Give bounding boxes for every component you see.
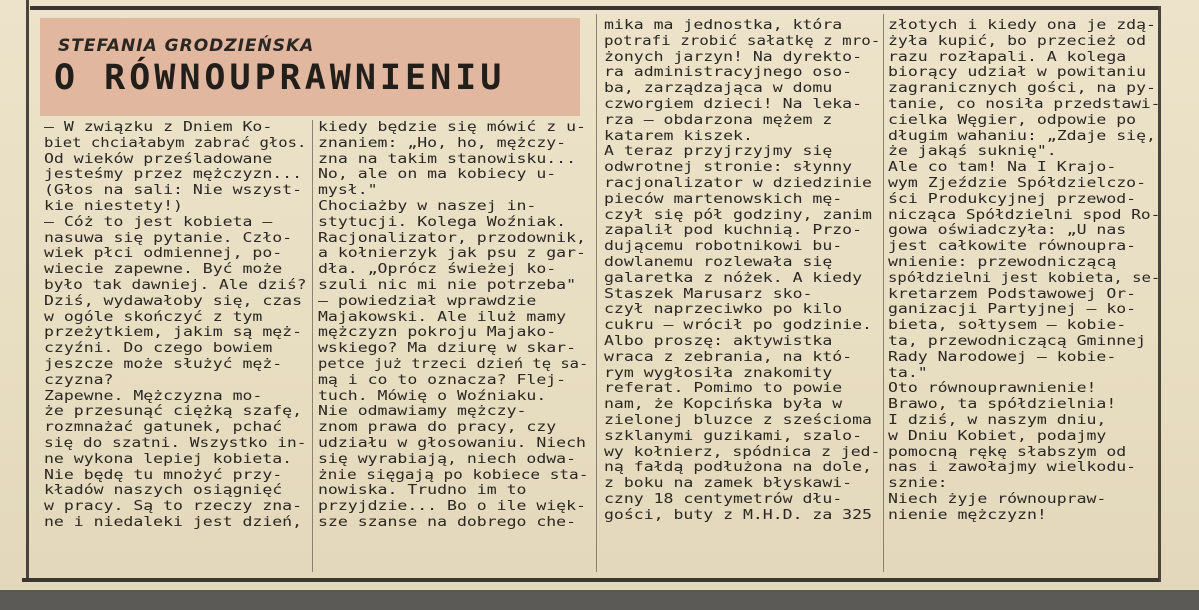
text-line: tanie, co nosiła przedstawi- — [888, 96, 1161, 112]
text-line: Niech żyje równoupraw- — [888, 491, 1107, 507]
article-title: O RÓWNOUPRAWNIENIU — [54, 58, 506, 98]
text-line: biet chciałabym zabrać głos. — [44, 135, 307, 151]
text-line: żnie sięgają po kobiece sta- — [318, 467, 589, 483]
text-line: rza — obdarzona mężem z — [604, 112, 833, 128]
text-line: czny 18 centymetrów dłu- — [604, 491, 843, 507]
text-line: przeżytkiem, jakim są męż- — [44, 325, 303, 341]
text-line: wnienie: przewodniczącą — [888, 254, 1117, 270]
text-line: No, ale on ma kobiecy u- — [318, 167, 557, 183]
text-line: w pracy. Są to rzeczy zna- — [44, 499, 303, 515]
text-line: ną fałdą podłużona na dole, — [604, 460, 872, 476]
text-line: rym wygłosiła znakomity — [604, 365, 833, 381]
text-line: wskiego? Ma dziurę w skar- — [318, 341, 577, 357]
text-line: dła. „Oprócz świeżej ko- — [318, 262, 557, 278]
text-line: cukru — wrócił po godzinie. — [604, 318, 872, 334]
text-line: ra administracyjnego oso- — [604, 65, 853, 81]
text-line: Brawo, ta spółdzielnia! — [888, 397, 1117, 413]
text-line: galaretka z nóżek. A kiedy — [604, 270, 863, 286]
text-line: racjonalizator w dziedzinie — [604, 175, 872, 191]
text-line: zna na takim stanowisku... — [318, 151, 577, 167]
bottom-border-rule — [22, 578, 1159, 582]
text-line: gości, buty z M.H.D. za 325 — [604, 507, 872, 523]
text-line: nam, że Kopcińska była w — [604, 397, 843, 413]
text-line: Rady Narodowej — kobie- — [888, 349, 1117, 365]
text-line: razu rozłapali. A kolega — [888, 49, 1127, 65]
text-line: dującemu robotnikowi bu- — [604, 239, 843, 255]
text-line: Oto równouprawnienie! — [888, 381, 1097, 397]
text-line: — W związku z Dniem Ko- — [44, 120, 273, 135]
text-line: petce już trzeci dzień tę sa- — [318, 356, 589, 372]
text-line: szklanymi guzikami, szalo- — [604, 428, 863, 444]
text-line: nowiska. Trudno im to — [318, 483, 527, 499]
text-line: w Dniu Kobiet, podajmy — [888, 428, 1107, 444]
text-line: nicząca Spółdzielni spod Ro- — [888, 207, 1161, 223]
text-line: czył naprzeciwko po kilo — [604, 302, 843, 318]
text-line: Nie odmawiamy mężczy- — [318, 404, 527, 420]
text-line: mysł." — [318, 183, 378, 199]
text-line: się do szatni. Wszystko in- — [44, 435, 307, 451]
text-line: żyła kupić, bo przecież od — [888, 33, 1147, 49]
text-line: I dziś, w naszym dniu, — [888, 412, 1107, 428]
text-line: ba, zarządzająca w domu — [604, 81, 833, 97]
text-line: że przesunąć ciężką szafę, — [44, 404, 303, 420]
text-line: rozmnażać gatunek, pchać — [44, 420, 283, 436]
text-line: Ale co tam! Na I Krajo- — [888, 160, 1117, 176]
text-line: Albo proszę: aktywistka — [604, 333, 833, 349]
text-line: szuli nic mi nie potrzeba" — [318, 277, 577, 293]
text-column-1 — [44, 120, 306, 531]
text-line: sznie: — [888, 476, 948, 492]
text-line: gowa oświadczyła: „U nas — [888, 223, 1127, 239]
text-line: jesteśmy przez mężczyzn... — [44, 167, 303, 183]
text-line: czył się pół godziny, zanim — [604, 207, 872, 223]
text-line: dowlanemu rozlewała się — [604, 254, 833, 270]
text-line: było tak dawniej. Ale dziś? — [44, 277, 307, 293]
text-line: zagranicznych gości, na py- — [888, 81, 1156, 97]
text-line: katarem kiszek. — [604, 128, 753, 144]
text-line: (Głos na sali: Nie wszyst- — [44, 183, 303, 199]
text-line: Od wieków prześladowane — [44, 151, 273, 167]
headline-box — [40, 18, 580, 116]
text-line: nienie mężczyzn! — [888, 507, 1047, 523]
text-line: ne wykona lepiej kobieta. — [44, 451, 293, 467]
text-line: jest całkowite równoupra- — [888, 239, 1137, 255]
text-line: żonych jarzyn! Na dyrekto- — [604, 49, 863, 65]
text-line: kie niestety!) — [44, 198, 183, 214]
text-line: ne i niedaleki jest dzień, — [44, 514, 303, 530]
text-line: Chociażby w naszej in- — [318, 198, 537, 214]
author-byline: STEFANIA GRODZIEŃSKA — [58, 36, 315, 56]
text-line: ta." — [888, 365, 928, 381]
text-line: pieców martenowskich mę- — [604, 191, 843, 207]
text-line: jeszcze może służyć męż- — [44, 356, 283, 372]
text-line: tuch. Mówię o Woźniaku. — [318, 388, 547, 404]
text-line: że jakąś suknię". — [888, 144, 1057, 160]
text-line: kładów naszych osiągnięć — [44, 483, 283, 499]
text-line: wy kołnierz, spódnica z jed- — [604, 444, 881, 460]
text-line: wraca z zebrania, na któ- — [604, 349, 853, 365]
text-line: długim wahaniu: „Zdaje się, — [888, 128, 1156, 144]
text-line: mika ma jednostka, która — [604, 18, 843, 33]
text-line: referat. Pomimo to powie — [604, 381, 843, 397]
text-line: przyjdzie... Bo o ile więk- — [318, 499, 586, 515]
text-line: mężczyzn pokroju Majako- — [318, 325, 557, 341]
text-line: zapalił pod kuchnią. Przo- — [604, 223, 863, 239]
scan-background-strip — [0, 590, 1199, 610]
text-line: się wyrabiają, niech odwa- — [318, 451, 577, 467]
text-line: Nie będę tu mnożyć przy- — [44, 467, 283, 483]
text-line: stytucji. Kolega Woźniak. — [318, 214, 567, 230]
left-border-rule — [26, 0, 29, 582]
text-line: nas i zawołajmy wielkodu- — [888, 460, 1137, 476]
text-line: Zapewne. Mężczyzna mo- — [44, 388, 263, 404]
text-column-3 — [604, 18, 880, 524]
text-line: czworgiem dzieci! Na leka- — [604, 96, 863, 112]
text-line: — Cóż to jest kobieta — — [44, 214, 273, 230]
text-line: wiecie zapewne. Być może — [44, 262, 283, 278]
text-line: w ogóle skończyć z tym — [44, 309, 263, 325]
text-line: zielonej bluzce z sześcioma — [604, 412, 872, 428]
top-border-rule — [30, 6, 1159, 10]
text-column-2 — [318, 120, 588, 531]
text-line: udziału w głosowaniu. Niech — [318, 435, 586, 451]
text-line: czyzna? — [44, 372, 114, 388]
text-line: kretarzem Podstawowej Or- — [888, 286, 1137, 302]
text-line: wiek płci odmiennej, po- — [44, 246, 283, 262]
text-line: A teraz przyjrzyjmy się — [604, 144, 833, 160]
text-line: kiedy będzie się mówić z u- — [318, 120, 586, 135]
text-line: czyźni. Do czego bowiem — [44, 341, 273, 357]
text-line: z boku na zamek błyskawi- — [604, 476, 853, 492]
text-line: spółdzielni jest kobieta, se- — [888, 270, 1161, 286]
text-column-4 — [888, 18, 1160, 524]
text-line: mą i co to oznacza? Flej- — [318, 372, 567, 388]
text-line: wym Zjeździe Spółdzielczo- — [888, 175, 1147, 191]
text-line: potrafi zrobić sałatkę z mro- — [604, 33, 881, 49]
text-line: odwrotnej stronie: słynny — [604, 160, 853, 176]
text-line: Majakowski. Ale iluż mamy — [318, 309, 567, 325]
text-line: a kołnierzyk jak psu z gar- — [318, 246, 586, 262]
text-line: znaniem: „Ho, ho, mężczy- — [318, 135, 567, 151]
text-line: ta, przewodniczącą Gminnej — [888, 333, 1147, 349]
text-line: sze szanse na dobrego che- — [318, 514, 577, 530]
text-line: Racjonalizator, przodownik, — [318, 230, 586, 246]
text-line: — powiedział wprawdzie — [318, 293, 537, 309]
text-line: bieta, sołtysem — kobie- — [888, 318, 1127, 334]
text-line: ści Produkcyjnej przewod- — [888, 191, 1137, 207]
text-line: nasuwa się pytanie. Czło- — [44, 230, 293, 246]
text-line: pomocną rękę słabszym od — [888, 444, 1127, 460]
text-line: złotych i kiedy ona je zdą- — [888, 18, 1156, 33]
text-line: biorący udział w powitaniu — [888, 65, 1147, 81]
text-line: cielka Węgier, odpowie po — [888, 112, 1137, 128]
text-line: Staszek Marusarz sko- — [604, 286, 813, 302]
text-line: ganizacji Partyjnej — ko- — [888, 302, 1137, 318]
text-line: Dziś, wydawałoby się, czas — [44, 293, 303, 309]
text-line: znom prawa do pracy, czy — [318, 420, 557, 436]
